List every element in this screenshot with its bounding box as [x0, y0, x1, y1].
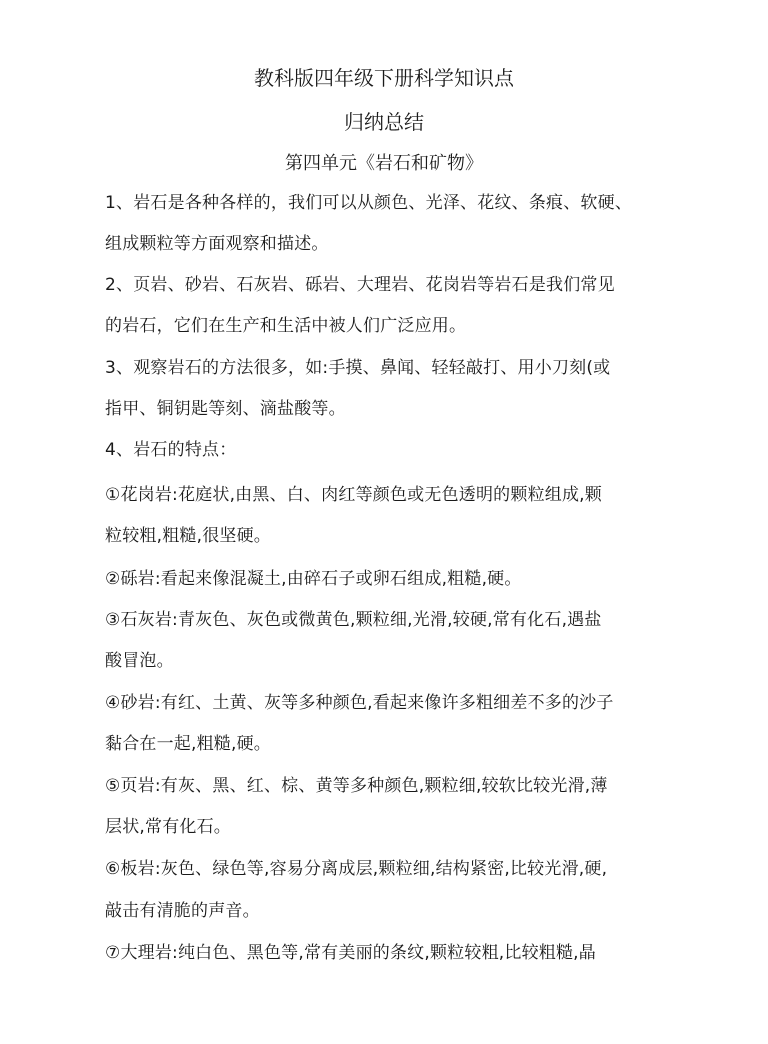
text-line: 3、观察岩石的方法很多，如:手摸、鼻闻、轻轻敲打、用小刀刻(或: [105, 358, 611, 378]
document-title: 教科版四年级下册科学知识点: [254, 66, 514, 90]
text-line: 黏合在一起,粗糙,硬。: [105, 734, 272, 754]
text-line: ②砾岩:看起来像混凝土,由碎石子或卵石组成,粗糙,硬。: [105, 569, 522, 589]
text-line: 粒较粗,粗糙,很坚硬。: [105, 526, 272, 546]
text-line: 组成颗粒等方面观察和描述。: [105, 234, 329, 254]
text-line: ⑥板岩:灰色、绿色等,容易分离成层,颗粒细,结构紧密,比较光滑,硬,: [105, 859, 608, 879]
text-line: 2、页岩、砂岩、石灰岩、砾岩、大理岩、花岗岩等岩石是我们常见: [105, 275, 615, 295]
text-line: 酸冒泡。: [105, 651, 174, 671]
text-line: ⑤页岩:有灰、黑、红、棕、黄等多种颜色,颗粒细,较软比较光滑,薄: [105, 776, 608, 796]
text-line: 敲击有清脆的声音。: [105, 901, 260, 921]
text-line: ⑦大理岩:纯白色、黑色等,常有美丽的条纹,颗粒较粗,比较粗糙,晶: [105, 943, 596, 963]
text-line: 指甲、铜钥匙等刻、滴盐酸等。: [105, 399, 346, 419]
text-line: ①花岗岩:花庭状,由黑、白、肉红等颜色或无色透明的颗粒组成,颗: [105, 485, 602, 505]
text-line: ④砂岩:有红、土黄、灰等多种颜色,看起来像许多粗细差不多的沙子: [105, 693, 614, 713]
unit-heading: 第四单元《岩石和矿物》: [285, 153, 483, 174]
text-line: 1、岩石是各种各样的，我们可以从颜色、光泽、花纹、条痕、软硬、: [105, 193, 633, 213]
text-line: 层状,常有化石。: [105, 817, 232, 837]
text-line: 的岩石，它们在生产和生活中被人们广泛应用。: [105, 316, 467, 336]
document-subtitle: 归纳总结: [344, 110, 424, 134]
text-line: 4、岩石的特点：: [105, 440, 237, 460]
text-line: ③石灰岩:青灰色、灰色或微黄色,颗粒细,光滑,较硬,常有化石,遇盐: [105, 610, 602, 630]
